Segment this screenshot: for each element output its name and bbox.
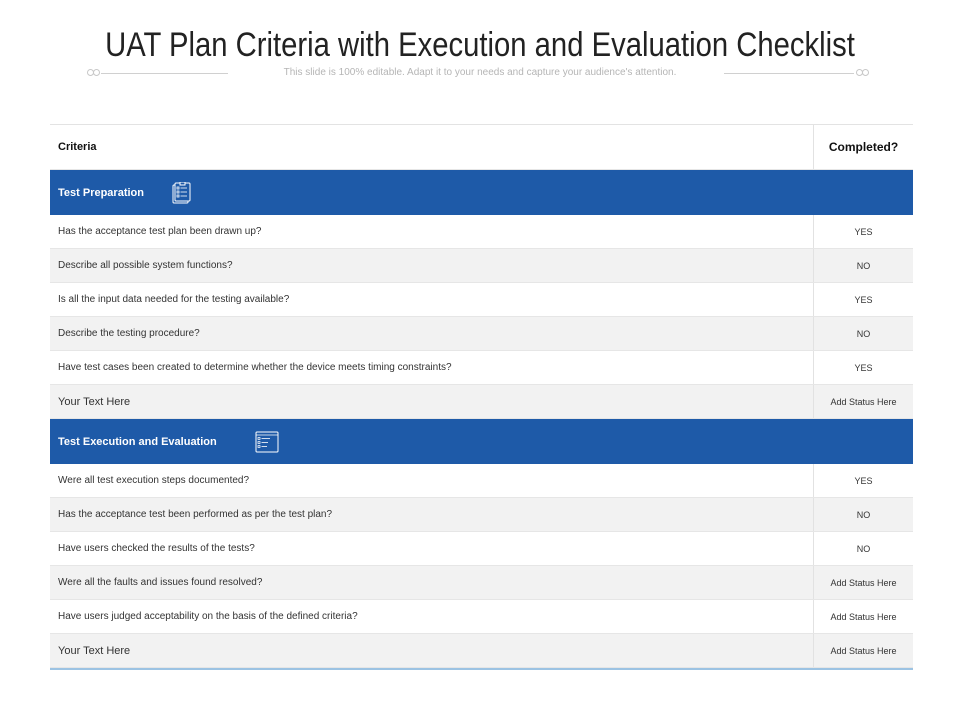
section-header-test-execution [50, 419, 913, 464]
criteria-cell: Has the acceptance test plan been drawn up? [50, 215, 814, 248]
table-row [50, 249, 913, 283]
table-row [50, 385, 913, 419]
section-label: Test Preparation [58, 186, 144, 199]
table-row [50, 464, 913, 498]
slide-subtitle: This slide is 100% editable. Adapt it to your needs and capture your audience's attention. [283, 67, 677, 78]
table-row [50, 498, 913, 532]
table-row [50, 634, 913, 668]
table-header-row [50, 125, 913, 170]
table-row [50, 215, 913, 249]
checklist-board-icon [255, 431, 277, 453]
section-label: Test Execution and Evaluation [58, 435, 217, 448]
checklist-table [50, 124, 913, 670]
table-row [50, 317, 913, 351]
criteria-cell: Is all the input data needed for the testing available? [50, 283, 814, 316]
table-row [50, 532, 913, 566]
status-cell: Add Status Here [830, 577, 897, 588]
criteria-cell: Have users checked the results of the tests? [50, 532, 814, 565]
clipboard-checklist-icon [170, 182, 192, 204]
status-cell: YES [854, 226, 873, 237]
status-cell: Add Status Here [830, 396, 897, 407]
status-cell: Add Status Here [830, 645, 897, 656]
table-row [50, 566, 913, 600]
table-row [50, 351, 913, 385]
criteria-cell: Were all the faults and issues found resolved? [50, 566, 814, 599]
slide-title: UAT Plan Criteria with Execution and Evaluation Checklist [105, 26, 855, 64]
status-cell: NO [856, 260, 871, 271]
status-cell: YES [854, 475, 873, 486]
criteria-cell: Have users judged acceptability on the basis of the defined criteria? [50, 600, 814, 633]
status-cell: NO [856, 509, 871, 520]
status-cell: NO [856, 543, 871, 554]
table-row [50, 600, 913, 634]
criteria-cell: Have test cases been created to determine whether the device meets timing constraints? [50, 351, 814, 384]
subtitle-row [0, 66, 960, 82]
decor-ring-icon [862, 69, 869, 76]
criteria-cell: Has the acceptance test been performed as per the test plan? [50, 498, 814, 531]
status-cell: YES [854, 362, 873, 373]
criteria-cell: Describe all possible system functions? [50, 249, 814, 282]
header-criteria: Criteria [50, 125, 814, 169]
table-row [50, 283, 913, 317]
header-completed: Completed? [828, 140, 899, 154]
status-cell: YES [854, 294, 873, 305]
criteria-cell: Your Text Here [50, 385, 814, 418]
divider-right [724, 73, 854, 74]
criteria-cell: Describe the testing procedure? [50, 317, 814, 350]
criteria-cell: Your Text Here [50, 634, 814, 667]
status-cell: Add Status Here [830, 611, 897, 622]
criteria-cell: Were all test execution steps documented? [50, 464, 814, 497]
status-cell: NO [856, 328, 871, 339]
section-header-test-preparation [50, 170, 913, 215]
